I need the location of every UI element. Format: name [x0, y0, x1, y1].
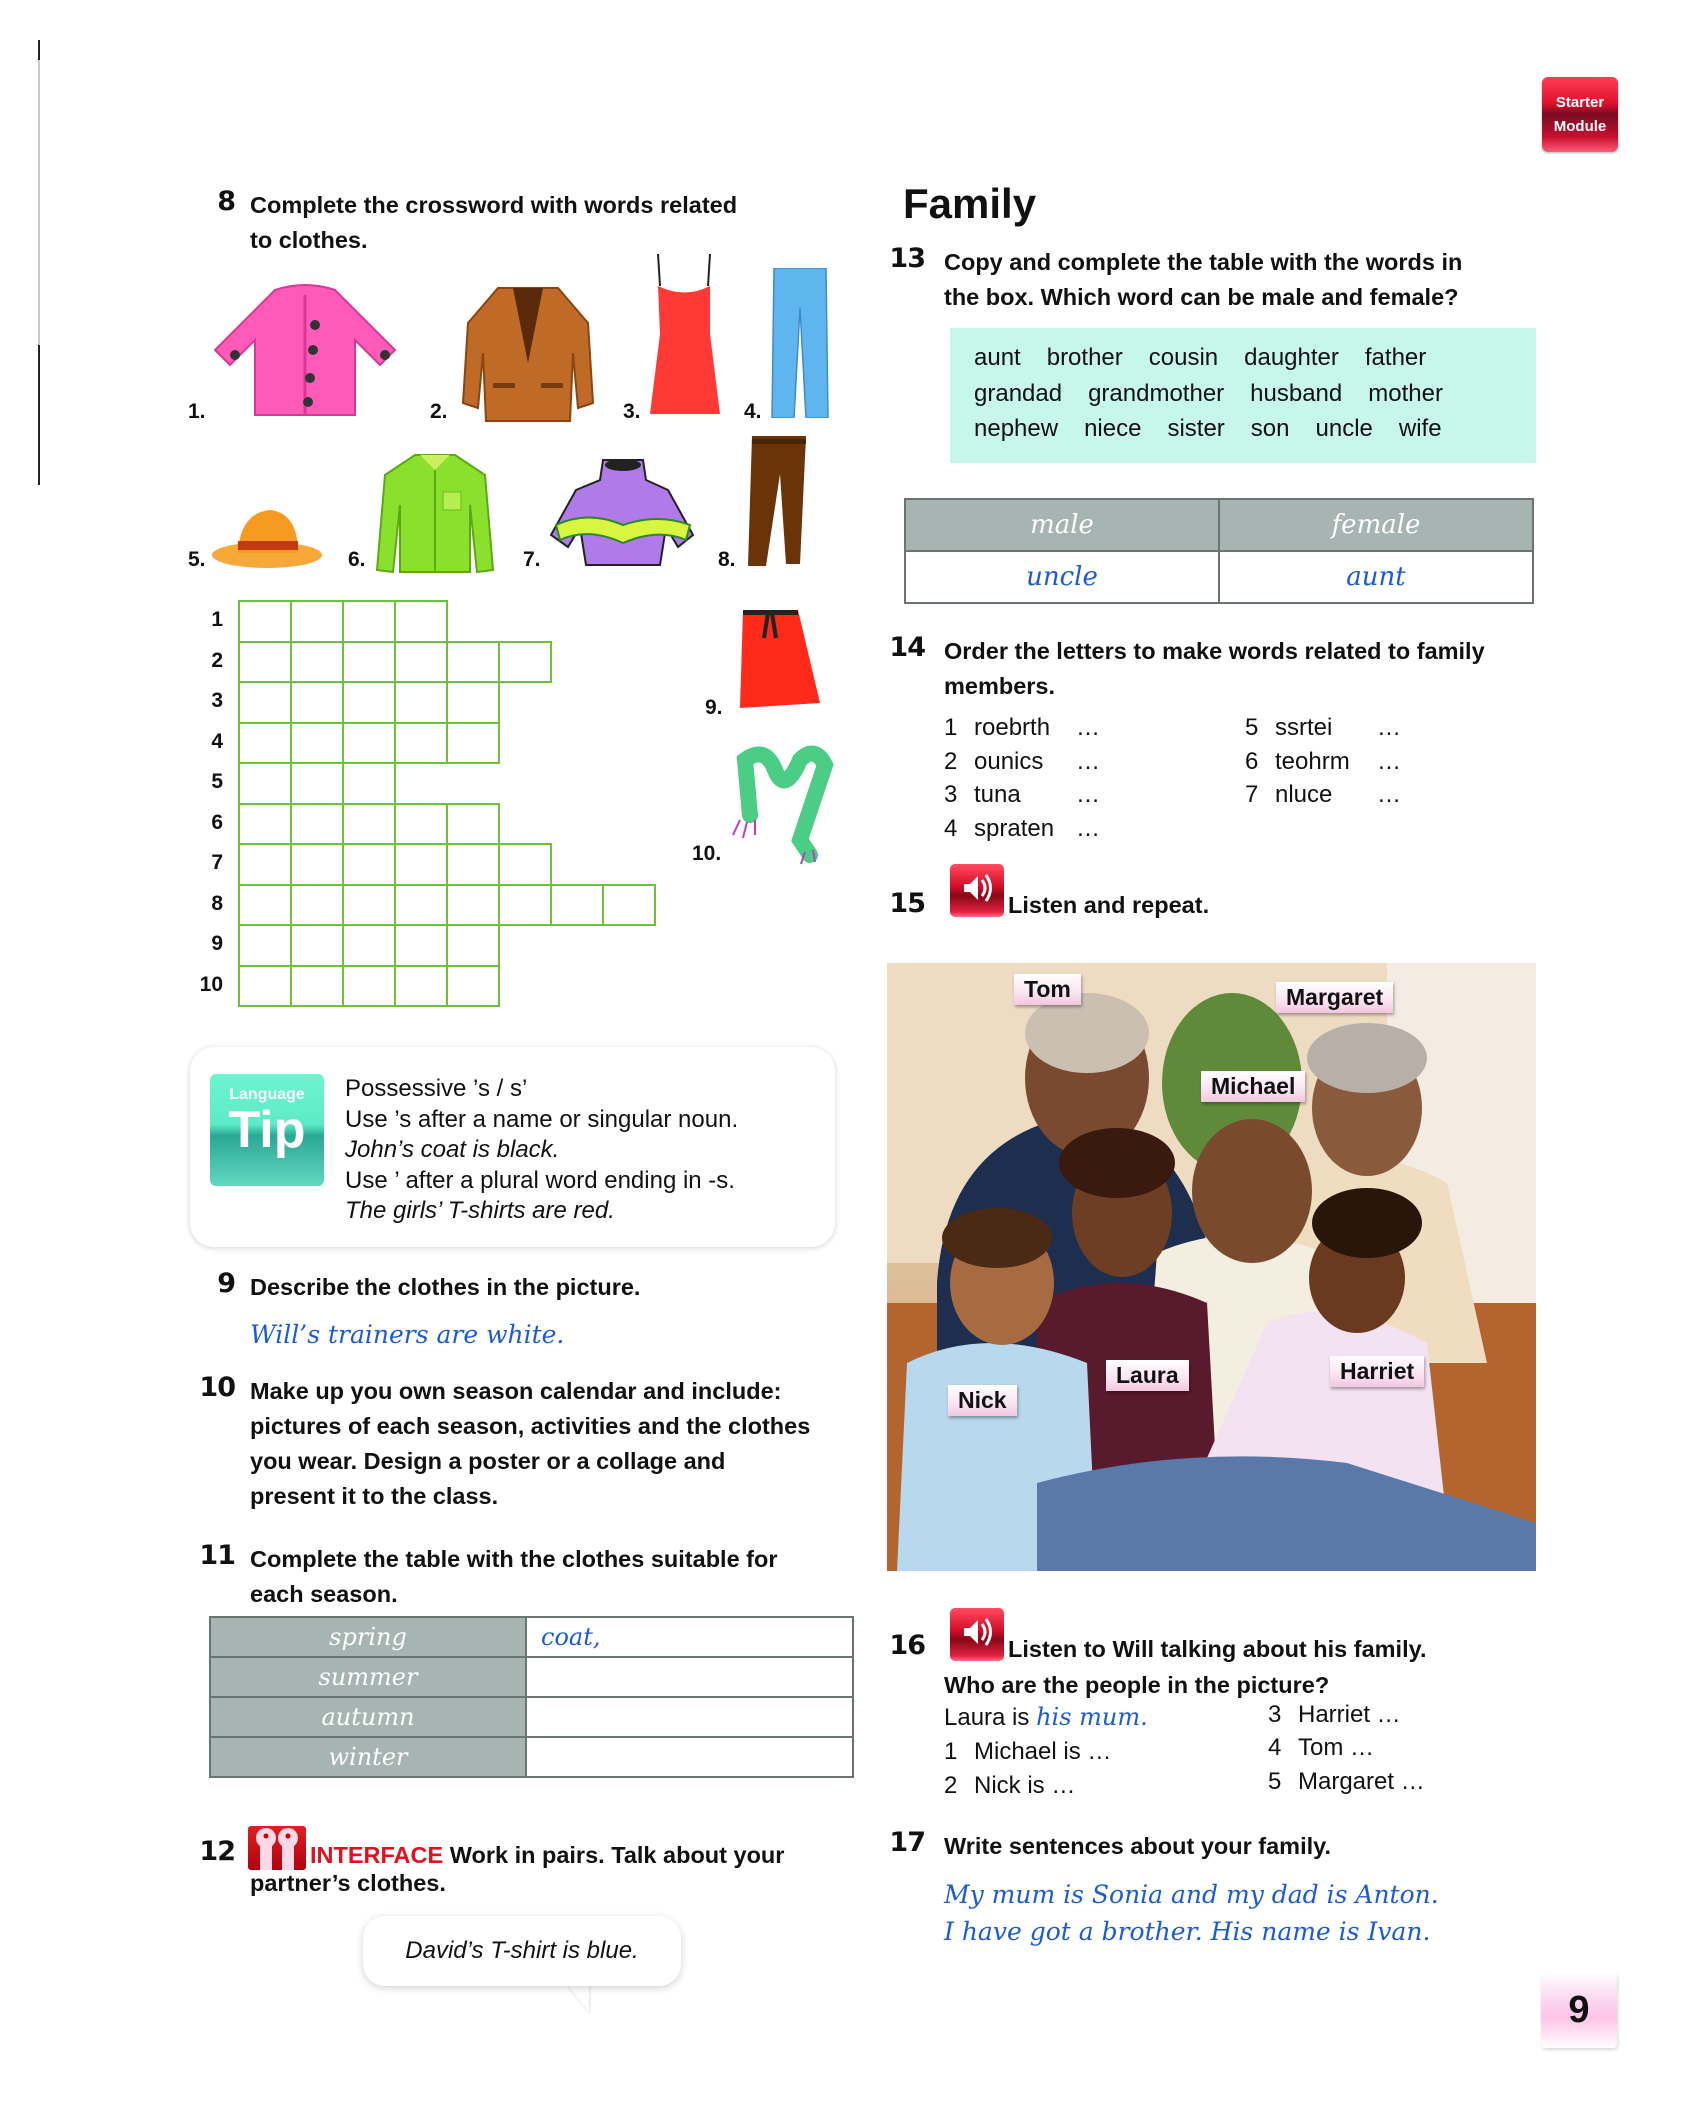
- example-answer: his mum.: [1036, 1703, 1148, 1731]
- clothes-label: 4.: [744, 400, 762, 423]
- clothes-answer-cell[interactable]: [526, 1697, 853, 1737]
- photo-label-tom: Tom: [1014, 974, 1081, 1005]
- crossword-cell[interactable]: [446, 641, 500, 684]
- binding-line: [38, 40, 40, 60]
- exercise-number: 14: [889, 632, 925, 663]
- table-row: [210, 1697, 853, 1737]
- clothes-answer-cell[interactable]: [526, 1737, 853, 1777]
- word-row: [974, 344, 1452, 372]
- clothes-label: 1.: [188, 400, 206, 423]
- exercise-15-instruction: Listen and repeat.: [1008, 892, 1210, 918]
- exercise-number: 8: [217, 186, 235, 217]
- crossword-cell[interactable]: [342, 884, 396, 927]
- crossword-cell[interactable]: [342, 722, 396, 765]
- clothes-label: 5.: [188, 548, 206, 571]
- instruction-line: Copy and complete the table with the words in: [944, 249, 1463, 275]
- clothes-label: 10.: [692, 842, 722, 865]
- tip-line: Use ’s after a name or singular noun.: [345, 1105, 739, 1133]
- season-cell: summer: [210, 1657, 526, 1697]
- crossword-cell[interactable]: [342, 600, 396, 643]
- crossword-row-number: 9: [211, 932, 223, 955]
- crossword-cell[interactable]: [238, 722, 292, 765]
- family-question-item: 4 Tom …: [1268, 1734, 1375, 1761]
- pair-work-icon: [248, 1826, 306, 1870]
- scrambled-item: 4 spraten …: [944, 815, 1100, 842]
- exercise-10-instruction: [250, 1374, 810, 1514]
- crossword-cell[interactable]: [342, 843, 396, 886]
- crossword-cell[interactable]: [498, 641, 552, 684]
- exercise-8-instruction: [250, 188, 737, 258]
- crossword-cell[interactable]: [394, 600, 448, 643]
- instruction-line: Who are the people in the picture?: [944, 1672, 1330, 1698]
- tip-line: Possessive ’s / s’: [345, 1075, 528, 1102]
- badge-line: Module: [1553, 117, 1607, 135]
- crossword-cell[interactable]: [290, 600, 344, 643]
- crossword-cell[interactable]: [446, 843, 500, 886]
- crossword-cell[interactable]: [342, 924, 396, 967]
- season-cell: autumn: [210, 1697, 526, 1737]
- male-female-table: [904, 498, 1534, 604]
- crossword-cell[interactable]: [342, 965, 396, 1008]
- male-answer-cell[interactable]: uncle: [905, 551, 1219, 603]
- crossword-row-number: 5: [211, 770, 223, 793]
- crossword-row-number: 3: [211, 689, 223, 712]
- table-row: [210, 1737, 853, 1777]
- page-number: 9: [1541, 1972, 1617, 2048]
- clothes-label: 2.: [430, 400, 448, 423]
- word: daughter: [1244, 344, 1339, 371]
- crossword-cell[interactable]: [238, 762, 292, 805]
- family-question-item: 1 Michael is …: [944, 1738, 1112, 1765]
- season-cell: spring: [210, 1617, 526, 1657]
- crossword-row-number: 10: [199, 972, 223, 996]
- audio-speaker-icon[interactable]: [950, 864, 1004, 917]
- photo-label-laura: Laura: [1106, 1360, 1189, 1391]
- crossword-cell[interactable]: [290, 965, 344, 1008]
- family-photo-illustration: [887, 963, 1536, 1571]
- instruction-line: Work in pairs. Talk about your: [443, 1842, 785, 1868]
- crossword-cell[interactable]: [290, 843, 344, 886]
- instruction-line: you wear. Design a poster or a collage and: [250, 1448, 726, 1474]
- exercise-13-instruction: [944, 245, 1462, 315]
- exercise-11-instruction: [250, 1542, 778, 1612]
- crossword-cell[interactable]: [498, 884, 552, 927]
- crossword-cell[interactable]: [394, 843, 448, 886]
- crossword-cell[interactable]: [342, 641, 396, 684]
- scrambled-item: 6 teohrm …: [1245, 748, 1401, 775]
- crossword-cell[interactable]: [290, 924, 344, 967]
- crossword-row-number: 8: [211, 891, 223, 915]
- pink-coat-image: [205, 280, 405, 420]
- family-question-item: 5 Margaret …: [1268, 1768, 1425, 1795]
- crossword-cell[interactable]: [290, 641, 344, 684]
- red-skirt-image: [728, 608, 823, 713]
- instruction-line: members.: [944, 673, 1056, 699]
- crossword-cell[interactable]: [394, 884, 448, 927]
- exercise-number: 10: [199, 1372, 235, 1403]
- instruction-line: Complete the crossword with words related: [250, 192, 738, 218]
- table-row: [210, 1617, 853, 1657]
- scrambled-item: 7 nluce …: [1245, 781, 1401, 808]
- green-scarf-image: [725, 740, 835, 865]
- clothes-label: 7.: [523, 548, 541, 571]
- word: uncle: [1315, 415, 1373, 442]
- word: mother: [1368, 380, 1443, 407]
- instruction-line: the box. Which word can be male and female?: [944, 284, 1459, 310]
- photo-label-nick: Nick: [948, 1385, 1017, 1416]
- exercise-number: 16: [889, 1630, 925, 1661]
- exercise-number: 11: [199, 1540, 235, 1571]
- table-row: [905, 551, 1533, 603]
- crossword-cell[interactable]: [238, 803, 292, 846]
- crossword-cell[interactable]: [446, 884, 500, 927]
- badge-line: Starter: [1555, 93, 1605, 111]
- crossword-cell[interactable]: [238, 600, 292, 643]
- word: brother: [1046, 344, 1123, 371]
- table-row: [210, 1657, 853, 1697]
- exercise-number: 12: [199, 1836, 235, 1867]
- section-title: Family: [903, 180, 1037, 227]
- language-tip-icon: [210, 1074, 324, 1186]
- crossword-cell[interactable]: [342, 803, 396, 846]
- word: wife: [1398, 415, 1442, 442]
- word: grandad: [974, 380, 1063, 407]
- exercise-number: 9: [217, 1268, 235, 1299]
- family-photo: [887, 963, 1536, 1571]
- crossword-cell[interactable]: [446, 681, 500, 724]
- exercise-16-example: [944, 1702, 1148, 1733]
- season-cell: winter: [210, 1737, 526, 1777]
- instruction-line: each season.: [250, 1581, 398, 1607]
- crossword-cell[interactable]: [290, 681, 344, 724]
- family-question-item: 3 Harriet …: [1268, 1701, 1401, 1728]
- audio-speaker-icon[interactable]: [950, 1608, 1004, 1661]
- tip-example: The girls’ T-shirts are red.: [345, 1197, 615, 1224]
- clothes-label: 9.: [705, 696, 723, 719]
- orange-hat-image: [210, 505, 325, 570]
- crossword-cell[interactable]: [290, 884, 344, 927]
- crossword-row-number: 2: [211, 648, 223, 672]
- crossword-cell[interactable]: [446, 965, 500, 1008]
- green-shirt-image: [375, 450, 495, 575]
- brown-jacket-image: [458, 283, 598, 423]
- exercise-14-instruction: [944, 634, 1485, 704]
- crossword-cell[interactable]: [290, 762, 344, 805]
- crossword-cell[interactable]: [238, 681, 292, 724]
- crossword-row-number: 7: [211, 851, 223, 874]
- clothes-label: 3.: [623, 400, 641, 423]
- crossword-cell[interactable]: [238, 924, 292, 967]
- column-header: female: [1219, 499, 1533, 551]
- word: sister: [1167, 415, 1225, 442]
- crossword-cell[interactable]: [550, 884, 604, 927]
- crossword-cell[interactable]: [446, 924, 500, 967]
- binding-line: [38, 345, 40, 485]
- crossword-cell[interactable]: [290, 803, 344, 846]
- instruction-line: partner’s clothes.: [250, 1870, 446, 1896]
- tip-line: Use ’ after a plural word ending in -s.: [345, 1166, 735, 1194]
- crossword-cell[interactable]: [238, 843, 292, 886]
- crossword-cell[interactable]: [238, 884, 292, 927]
- exercise-17-answers: [944, 1876, 1439, 1950]
- speech-bubble: David’s T-shirt is blue.: [363, 1916, 681, 1986]
- brown-trousers-image: [742, 434, 812, 569]
- blue-jeans-image: [770, 268, 830, 418]
- exercise-9-instruction: Describe the clothes in the picture.: [250, 1274, 641, 1300]
- instruction-line: Listen to Will talking about his family.: [1008, 1636, 1427, 1662]
- exercise-number: 17: [889, 1827, 925, 1858]
- photo-label-margaret: Margaret: [1276, 982, 1393, 1013]
- word: niece: [1084, 415, 1142, 442]
- crossword-cell[interactable]: [342, 681, 396, 724]
- language-tip-text: [345, 1074, 738, 1227]
- scrambled-item: 3 tuna …: [944, 781, 1100, 808]
- tip-icon-small-text: Language: [229, 1086, 305, 1103]
- tip-icon-big-text: Tip: [228, 1101, 306, 1159]
- example-prefix: Laura is: [944, 1704, 1037, 1731]
- exercise-number: 15: [889, 888, 925, 919]
- instruction-line: pictures of each season, activities and the clothes: [250, 1413, 811, 1439]
- crossword-cell[interactable]: [238, 965, 292, 1008]
- female-answer-cell[interactable]: aunt: [1219, 551, 1533, 603]
- exercise-9-example-answer: Will’s trainers are white.: [250, 1320, 565, 1349]
- red-dress-image: [648, 254, 723, 419]
- exercise-17-instruction: Write sentences about your family.: [944, 1833, 1331, 1859]
- word: aunt: [974, 344, 1021, 371]
- family-question-item: 2 Nick is …: [944, 1772, 1076, 1799]
- word: grandmother: [1088, 380, 1225, 407]
- crossword-cell[interactable]: [290, 722, 344, 765]
- scrambled-item: 1 roebrth …: [944, 714, 1100, 741]
- instruction-line: present it to the class.: [250, 1483, 499, 1509]
- instruction-line: Complete the table with the clothes suitable for: [250, 1546, 778, 1572]
- season-clothes-table: [209, 1616, 854, 1778]
- instruction-line: Order the letters to make words related to family: [944, 638, 1485, 664]
- photo-label-michael: Michael: [1201, 1071, 1305, 1102]
- clothes-answer-cell[interactable]: [526, 1657, 853, 1697]
- crossword-row-number: 1: [211, 608, 223, 631]
- word: father: [1364, 344, 1427, 371]
- crossword-cell[interactable]: [394, 722, 448, 765]
- crossword-cell[interactable]: [446, 803, 500, 846]
- answer-line: I have got a brother. His name is Ivan.: [944, 1917, 1431, 1946]
- clothes-label: 6.: [348, 548, 366, 571]
- word-box: [950, 328, 1536, 463]
- crossword-cell[interactable]: [446, 722, 500, 765]
- word: cousin: [1148, 344, 1219, 371]
- crossword-cell[interactable]: [238, 641, 292, 684]
- table-header-row: [905, 499, 1533, 551]
- crossword-cell[interactable]: [498, 843, 552, 886]
- crossword-row-number: 6: [211, 810, 223, 834]
- crossword-row-number: 4: [211, 729, 223, 753]
- instruction-line: to clothes.: [250, 227, 368, 253]
- instruction-line: Make up you own season calendar and include:: [250, 1378, 782, 1404]
- word-row: [974, 380, 1469, 408]
- scrambled-item: 2 ounics …: [944, 748, 1100, 775]
- crossword-cell[interactable]: [394, 924, 448, 967]
- crossword-cell[interactable]: [394, 641, 448, 684]
- clothes-label: 8.: [718, 548, 736, 571]
- word: nephew: [974, 415, 1059, 442]
- interface-keyword: INTERFACE: [310, 1842, 444, 1868]
- word: son: [1250, 415, 1290, 442]
- photo-label-harriet: Harriet: [1330, 1356, 1424, 1387]
- binding-line: [38, 60, 40, 345]
- crossword-cell[interactable]: [394, 681, 448, 724]
- starter-module-badge: [1542, 77, 1618, 152]
- answer-line: My mum is Sonia and my dad is Anton.: [944, 1880, 1439, 1909]
- word: husband: [1250, 380, 1343, 407]
- tip-example: John’s coat is black.: [345, 1136, 560, 1163]
- exercise-number: 13: [889, 243, 925, 274]
- column-header: male: [905, 499, 1219, 551]
- scrambled-item: 5 ssrtei …: [1245, 714, 1401, 741]
- crossword-cell[interactable]: [394, 965, 448, 1008]
- speech-bubble-tail: [565, 1982, 589, 2012]
- purple-jumper-image: [548, 455, 696, 570]
- crossword-cell[interactable]: [342, 762, 396, 805]
- clothes-answer-cell[interactable]: coat,: [526, 1617, 853, 1657]
- crossword-cell[interactable]: [394, 803, 448, 846]
- crossword-cell[interactable]: [602, 884, 656, 927]
- word-row: [974, 415, 1468, 443]
